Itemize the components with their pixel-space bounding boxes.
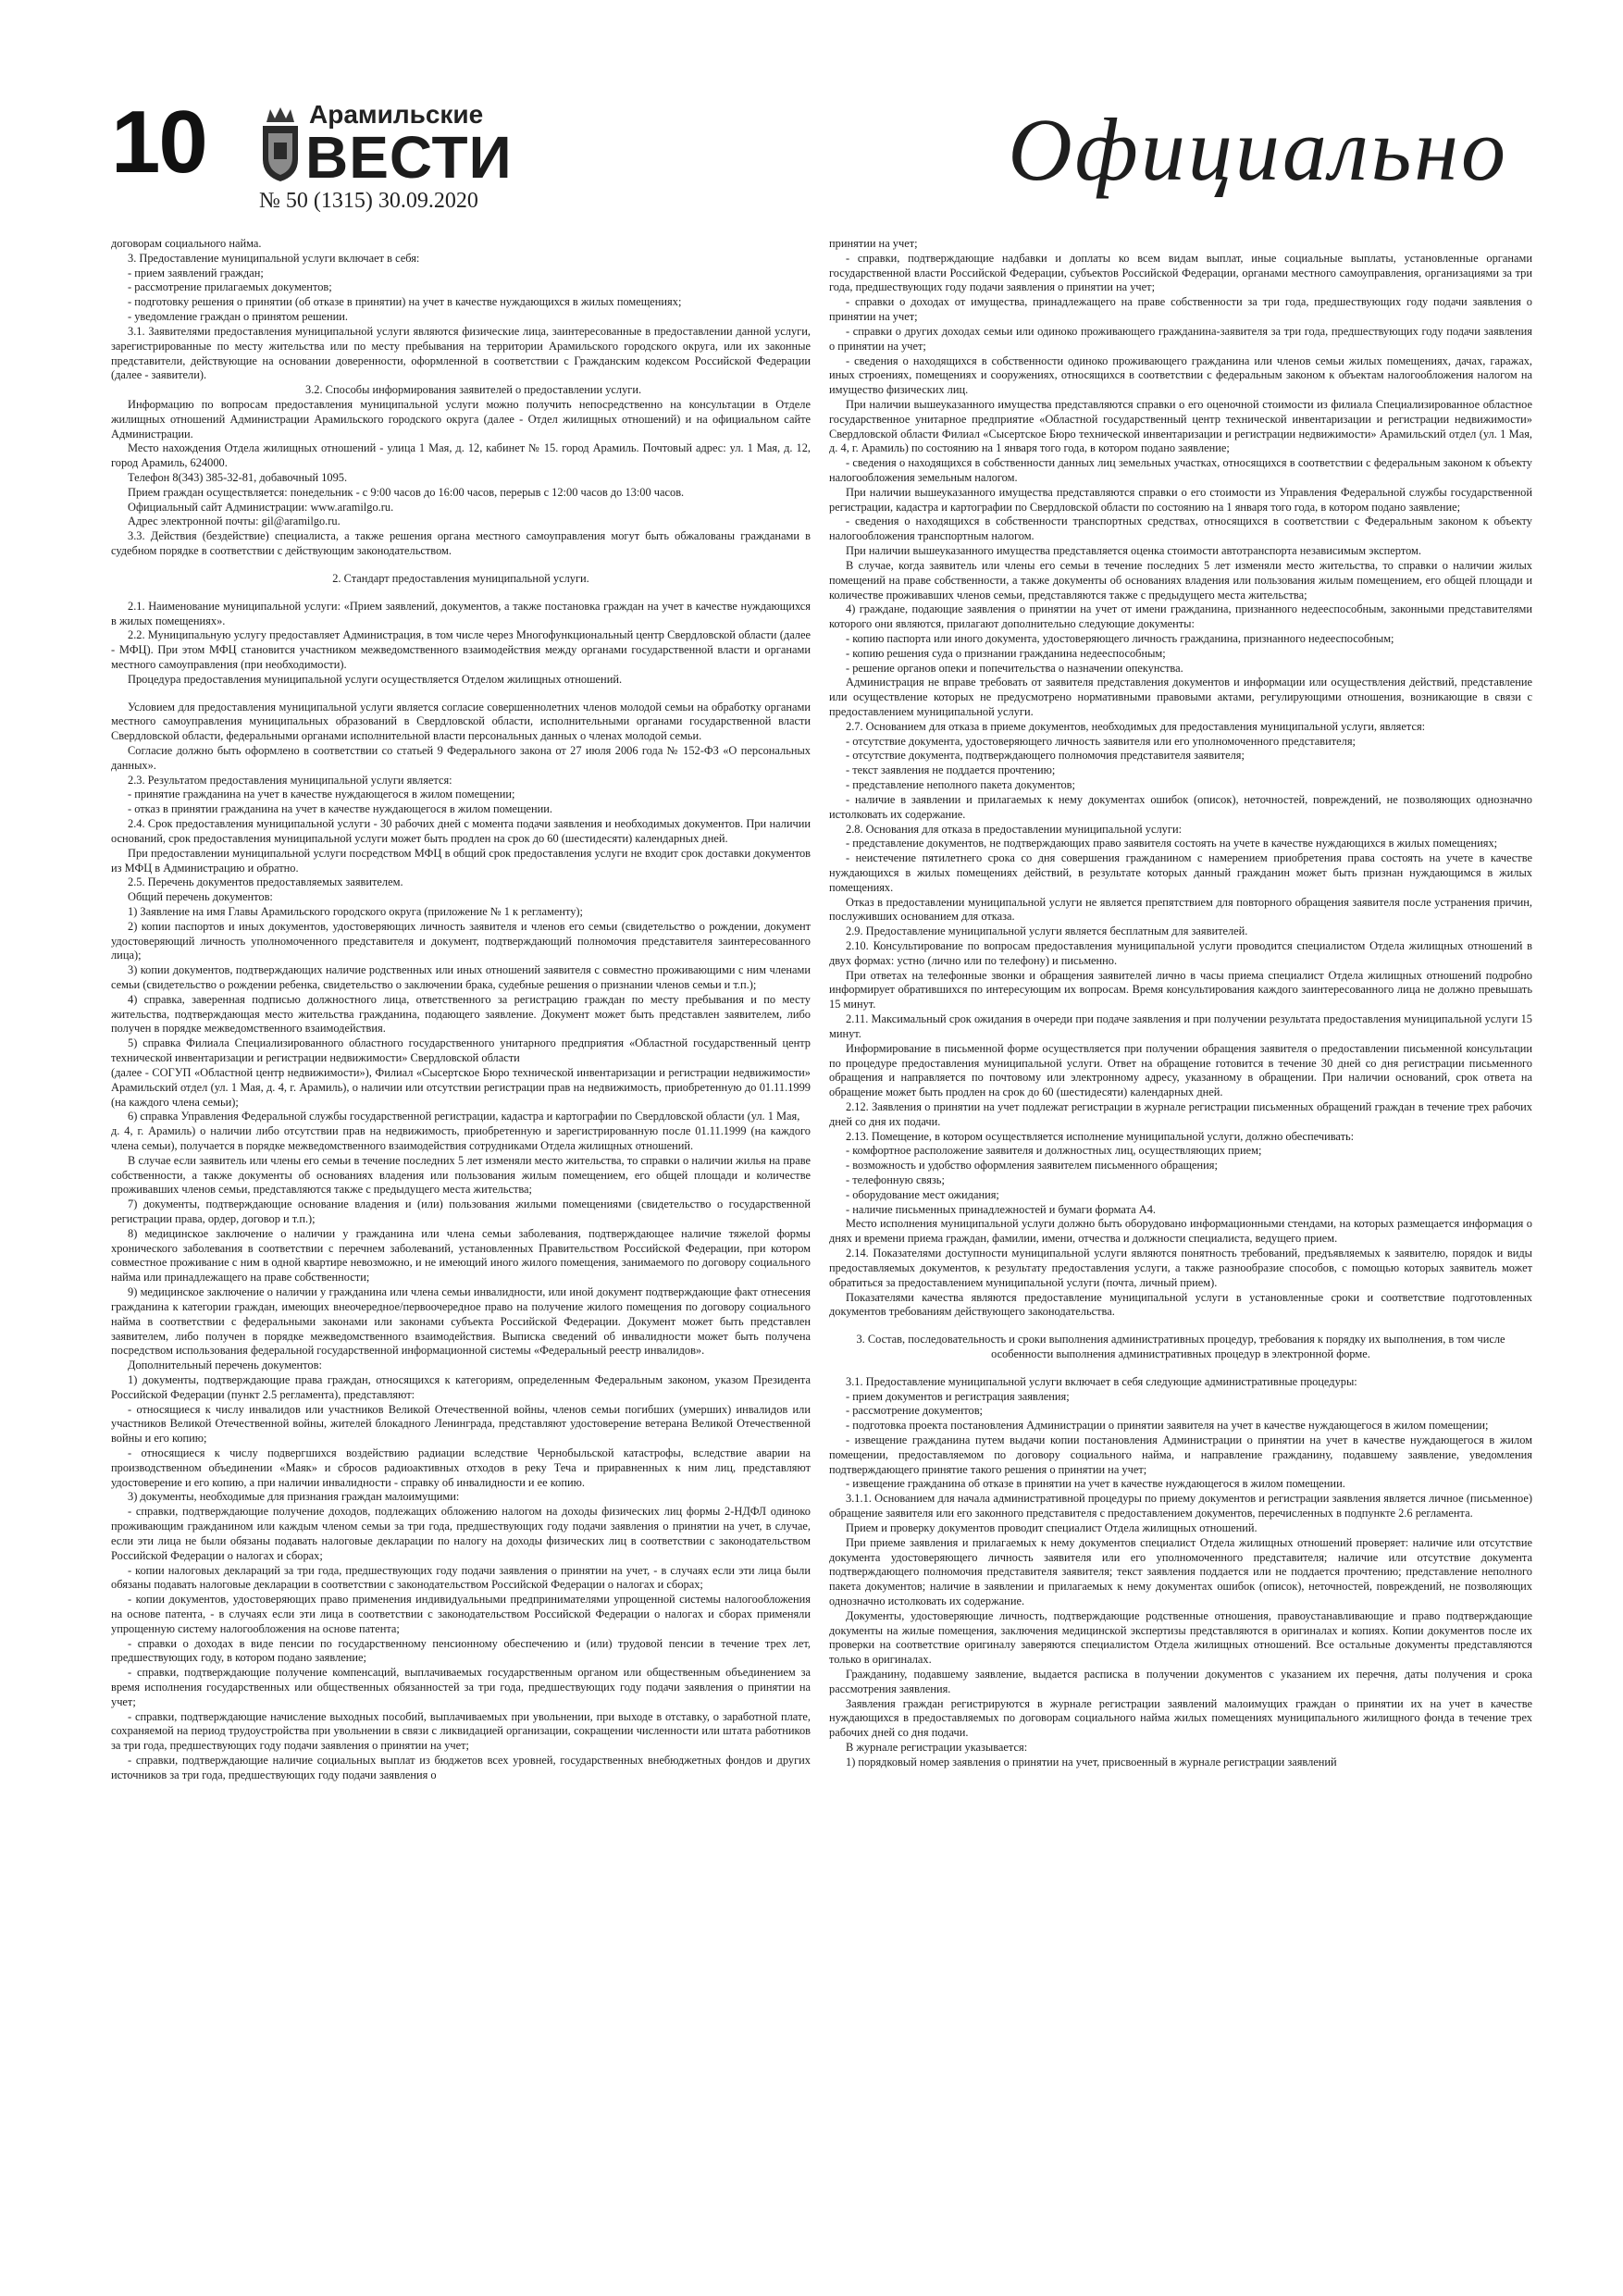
list-item: - справки о других доходах семьи или одиноко проживающего гражданина-заявителя за три года, предшествующих году подачи заявления о принятии на учет; — [829, 324, 1532, 353]
section-heading: 3. Состав, последовательность и сроки выполнения административных процедур, требования к порядку их выполнения, в том числе особенности выполнения административных процедур в электронной форме. — [856, 1333, 1505, 1360]
paragraph: 2.5. Перечень документов предоставляемых заявителем. — [128, 875, 403, 889]
paragraph: 3.1. Предоставление муниципальной услуги включает в себя следующие административные процедуры: — [846, 1374, 1357, 1388]
paragraph: 3.3. Действия (бездействие) специалиста, а также решения органа местного самоуправления могут быть обжалованы гражданами в судебном порядке в соответствии с действующим законодательством. — [111, 529, 811, 558]
paragraph: Прием граждан осуществляется: понедельник - с 9:00 часов до 16:00 часов, перерыв с 12:00 часов до 13:00 часов. — [128, 485, 685, 499]
list-item: - относящиеся к числу инвалидов или участников Великой Отечественной войны, членов семьи погибших (умерших) инвалидов или участников Великой Отечественной войны, жителей блокадного Ленинграда, представляют удостоверение ветерана Великой Отечественной войны и его копию; — [111, 1402, 811, 1446]
list-item: - справки, подтверждающие наличие социальных выплат из бюджетов всех уровней, государственных внебюджетных фондов и других источников за три года, предшествующих году подачи заявления о — [111, 1754, 811, 1781]
list-item: 2) копии паспортов и иных документов, удостоверяющих личность заявителя и членов его семьи (свидетельство о рождении, документ удостоверяющий личность уполномоченного представителя и документ, подтверждающий полномочия представителя заинтересованного лица); — [111, 919, 811, 962]
list-item: - наличие письменных принадлежностей и бумаги формата А4. — [846, 1202, 1157, 1216]
paragraph: В случае, когда заявитель или члены его семьи в течение последних 5 лет изменяли место жительства, то справки о наличии жилых помещений на праве собственности, а также документы об основаниях владения или пользования жилым помещением, его общей площади и количестве проживавших членов семьи, представляются также с предыдущего места жительства; — [829, 558, 1532, 602]
paragraph: Общий перечень документов: — [128, 890, 273, 904]
section-heading: 2. Стандарт предоставления муниципальной услуги. — [332, 571, 589, 585]
paragraph: 3. Предоставление муниципальной услуги включает в себя: — [128, 251, 420, 265]
paragraph: Телефон 8(343) 385-32-81, добавочный 1095. — [128, 471, 348, 484]
paragraph: Документы, удостоверяющие личность, подтверждающие родственные отношения, правоустанавливающие и право подтверждающие документы на жилые помещения, заключения медицинской экспертизы представляются в оригиналах и копиях. Копии документов после их проверки на соответствие оригиналу заверяются специалистом Отдела жилищных отношений. Все остальные документы представляются только в оригиналах. — [829, 1608, 1532, 1667]
paragraph: В журнале регистрации указывается: — [846, 1741, 1028, 1755]
list-item: - представление неполного пакета документов; — [846, 778, 1075, 792]
list-item: - подготовка проекта постановления Администрации о принятии заявителя на учет в качестве нуждающегося в жилом помещении; — [846, 1419, 1489, 1433]
right-column — [829, 237, 1532, 2227]
page-number: 10 — [111, 93, 206, 192]
paragraph: 2.12. Заявления о принятии на учет подлежат регистрации в журнале регистрации письменных обращений граждан в течение трех рабочих дней со дня их подачи. — [829, 1099, 1532, 1128]
paragraph: Информацию по вопросам предоставления муниципальной услуги можно получить непосредственно на консультации в Отделе жилищных отношений Администрации Арамильского городского округа (далее - Отдел жилищных отношений) и на официальном сайте Администрации. — [111, 397, 811, 441]
list-item: 1) Заявление на имя Главы Арамильского городского округа (приложение № 1 к регламенту); — [128, 904, 583, 918]
paragraph: 2.13. Помещение, в котором осуществляется исполнение муниципальной услуги, должно обеспечивать: — [846, 1129, 1355, 1143]
paragraph: При наличии вышеуказанного имущества представляются справки о его оценочной стоимости из филиала Специализированное областное государственное унитарное предприятие «Областной государственный центр технической инвентаризации и регистрации недвижимости» Свердловской области Филиал «Сысертское Бюро технической инвентаризации и регистрации недвижимости» Арамильский отдел (ул. 1 Мая, д. 4, г. Арамиль) по состоянию на 1 января того года, в котором подано заявление; — [829, 397, 1532, 455]
brand-top: Арамильские — [309, 100, 484, 129]
paragraph: Адрес электронной почты: gil@aramilgo.ru. — [128, 515, 341, 528]
paragraph: Отказ в предоставлении муниципальной услуги не является препятствием для повторного обращения заявителя после устранения причин, послуживших основанием для отказа. — [829, 895, 1532, 924]
paragraph: 2.11. Максимальный срок ожидания в очереди при подаче заявления и при получении результата предоставления муниципальной услуги 15 минут. — [829, 1012, 1532, 1040]
paragraph: 2.4. Срок предоставления муниципальной услуги - 30 рабочих дней с момента подачи заявления и необходимых документов. При наличии оснований, срок предоставления муниципальной услуги может быть продлен на срок до 60 (шестидесяти) календарных дней. — [111, 817, 811, 845]
paragraph: При ответах на телефонные звонки и обращения заявителей лично в часы приема специалист Отдела жилищных отношений подробно информирует обратившихся по интересующим их вопросам. Время консультирования каждого заинтересованного лица не должно превышать 15 минут. — [829, 968, 1532, 1011]
list-item: 5) справка Филиала Специализированного областного государственного унитарного предприятия «Областной государственный центр технической инвентаризации и регистрации недвижимости» Свердловской области — [111, 1036, 811, 1065]
list-item: - сведения о находящихся в собственности данных лиц земельных участках, относящихся в соответствии с федеральным законом к объекту налогообложения земельным налогом. — [829, 456, 1532, 484]
paragraph: В случае если заявитель или члены его семьи в течение последних 5 лет изменяли место жительства, то справки о наличии жилья на праве собственности, а также документы об основаниях владения или пользования жилым помещением, его общей площади и количестве проживавших членов семьи, представляются также с предыдущего места жительства; — [111, 1153, 811, 1197]
paragraph: Показателями качества являются предоставление муниципальной услуги в установленные сроки и соответствие подготовленных документов требованиям действующего законодательства. — [829, 1290, 1532, 1319]
paragraph: При предоставлении муниципальной услуги посредством МФЦ в общий срок предоставления услуги не входит срок доставки документов из МФЦ в Администрацию и обратно. — [111, 846, 811, 875]
paragraph: При приеме заявления и прилагаемых к нему документов специалист Отдела жилищных отношений проверяет: наличие или отсутствие документа удостоверяющего личность заявителя или его уполномоченного представителя; наличие или отсутствие документа подтверждающего полномочия представителя заявителя; текст заявления поддается или не поддается прочтению; представление неполного пакета документов; наличие в заявлении и прилагаемых к нему документах ошибок (описок), неточностей, повреждений, не позволяющих однозначно истолковать их содержание. — [829, 1535, 1532, 1607]
list-item: - справки о доходах от имущества, принадлежащего на праве собственности за три года, предшествующих году подачи заявления о принятии на учет; — [829, 295, 1532, 324]
paragraph: 2.9. Предоставление муниципальной услуги является бесплатным для заявителей. — [846, 925, 1248, 938]
list-item: 4) справка, заверенная подписью должностного лица, ответственного за регистрацию граждан по месту пребывания и по месту жительства, подтверждающая место жительства гражданина, подающего заявление. Документ может быть представлен заявителем, либо получен в порядке межведомственного взаимодействия. — [111, 992, 811, 1036]
list-item: - сведения о находящихся в собственности транспортных средствах, относящихся в соответствии с Федеральным законом к объекту налогообложения транспортным налогом. — [829, 515, 1532, 543]
paragraph: 2.8. Основания для отказа в предоставлении муниципальной услуги: — [846, 822, 1183, 836]
list-item: - извещение гражданина об отказе в принятии на учет в качестве нуждающегося в жилом помещении. — [846, 1477, 1345, 1491]
list-item: - уведомление граждан о принятом решении. — [128, 310, 349, 324]
list-item: - справки, подтверждающие начисление выходных пособий, выплачиваемых при увольнении, при выходе в отставку, о заработной плате, сохраняемой на период трудоустройства при увольнении в связи с ликвидацией организации, сокращении численности или штата работников за три года, предшествующих году подачи заявления о принятии на учет; — [111, 1709, 811, 1753]
list-item: - извещение гражданина путем выдачи копии постановления Администрации о принятии на учет в качестве нуждающегося в жилом помещении, предоставляемом по договору социального найма, и направление гражданину, подавшему заявление, уведомления подтверждающего принятие такого решения о принятии на учет; — [829, 1433, 1532, 1476]
list-item: д. 4, г. Арамиль) о наличии либо отсутствии прав на недвижимость, приобретенную и зарегистрированную после 01.11.1999 (на каждого члена семьи), получается в порядке межведомственного взаимодействия сотрудниками Отдела жилищных отношений. — [111, 1124, 811, 1152]
list-item: - текст заявления не поддается прочтению; — [846, 763, 1056, 777]
paragraph: 1) порядковый номер заявления о принятии на учет, присвоенный в журнале регистрации заявлений — [846, 1755, 1337, 1769]
paragraph: договорам социального найма. — [111, 237, 262, 250]
paragraph: Администрация не вправе требовать от заявителя представления документов и информации или осуществления действий, представление или осуществление которых не предусмотрено нормативными правовыми актами, регулирующими отношения, возникающие в связи с предоставлением муниципальной услуги. — [829, 676, 1532, 718]
list-item: - копию паспорта или иного документа, удостоверяющего личность гражданина, признанного недееспособным; — [846, 631, 1394, 645]
paragraph: Место нахождения Отдела жилищных отношений - улица 1 Мая, д. 12, кабинет № 15. город Арамиль. Почтовый адрес: ул. 1 Мая, д. 12, город Арамиль, 624000. — [111, 441, 811, 470]
list-item: - справки, подтверждающие получение доходов, подлежащих обложению налогом на доходы физических лиц формы 2-НДФЛ одиноко проживающим гражданином или каждым членом семьи за три года, предшествующих году подачи заявления о принятии на учет, в случае, если эти лица не были обязаны подавать налоговые декларации по налогу на доходы физических лиц в соответствии с законодательством Российской Федерации о налогах и сборах; — [111, 1505, 811, 1562]
paragraph: Заявления граждан регистрируются в журнале регистрации заявлений малоимущих граждан о принятии их на учет в качестве нуждающихся в предоставляемых по договорам социального найма жилых помещениях муниципального жилищного фонда в течение трех рабочих дней со дня подачи. — [829, 1696, 1532, 1740]
list-item: - отсутствие документа, удостоверяющего личность заявителя или его уполномоченного представителя; — [846, 734, 1357, 748]
paragraph: Согласие должно быть оформлено в соответствии со статьей 9 Федерального закона от 27 июля 2006 года № 152-ФЗ «О персональных данных». — [111, 744, 811, 772]
masthead — [111, 93, 1536, 241]
list-item: - копии документов, удостоверяющих право применения индивидуальными предпринимателями упрощенной системы налогообложения на основе патента, - в случаях если эти лица в соответствии с законодательством Российской Федерации о налогах и сборах применяли упрощенную систему налогообложения на основе патента; — [111, 1593, 811, 1635]
list-item: - справки, подтверждающие получение компенсаций, выплачиваемых государственным органом или общественным объединением за время исполнения государственных или общественных обязанностей за три года, предшествующих году подачи заявления о принятии на учет; — [111, 1666, 811, 1708]
left-column — [111, 237, 811, 2227]
paragraph: При наличии вышеуказанного имущества представляются справки о его стоимости из Управления Федеральной службы государственной регистрации, кадастра и картографии по Свердловской области по состоянию на 1 января того года, в котором подано заявление; — [829, 485, 1532, 514]
list-item: - комфортное расположение заявителя и должностных лиц, осуществляющих прием; — [846, 1144, 1262, 1158]
list-item: - подготовку решения о принятии (об отказе в принятии) на учет в качестве нуждающихся в жилых помещениях; — [128, 295, 682, 309]
paragraph: Прием и проверку документов проводит специалист Отдела жилищных отношений. — [846, 1520, 1258, 1534]
paragraph: принятии на учет; — [829, 237, 918, 250]
paragraph: 2.1. Наименование муниципальной услуги: «Прием заявлений, документов, а также постановка граждан на учет в качестве нуждающихся в жилых помещениях». — [111, 599, 811, 627]
list-item: - относящиеся к числу подвергшихся воздействию радиации вследствие Чернобыльской катастрофы, вследствие аварии на производственном объединении «Маяк» и сбросов радиоактивных отходов в реку Теча и приравненных к ним лиц, представляют удостоверение и его копию, а при наличии инвалидности - справку об инвалидности и ее копию. — [111, 1446, 811, 1489]
paragraph: 2.14. Показателями доступности муниципальной услуги являются понятность требований, предъявляемых к заявителю, порядок и виды предоставляемых документов, к результату предоставления услуги, а также разнообразие способов, с помощью которых заявитель может обратиться за предоставлением муниципальной услуги (почта, личный прием). — [829, 1247, 1532, 1289]
paragraph: 3.2. Способы информирования заявителей о предоставлении услуги. — [305, 383, 642, 397]
list-item: 3) документы, необходимые для признания граждан малоимущими: — [128, 1490, 460, 1504]
paragraph: 4) граждане, подающие заявления о принятии на учет от имени гражданина, признанного недееспособным, законными представителями которого они являются, прилагают дополнительно следующие документы: — [829, 602, 1532, 631]
brand-main: ВЕСТИ — [305, 124, 513, 191]
paragraph: Официальный сайт Администрации: www.aramilgo.ru. — [128, 500, 394, 514]
list-item: - представление документов, не подтверждающих право заявителя состоять на учете в качестве нуждающихся в жилых помещениях; — [846, 837, 1498, 850]
list-item: - справки, подтверждающие надбавки и доплаты ко всем видам выплат, иные социальные выплаты, установленные органами государственной власти Российской Федерации, субъектов Российской Федерации, органами местного самоуправления, организациями за три года, предшествующих году подачи заявления о принятии на учет; — [829, 251, 1532, 294]
paragraph: 2.3. Результатом предоставления муниципальной услуги является: — [128, 773, 452, 787]
list-item: - телефонную связь; — [846, 1173, 945, 1186]
list-item: 3) копии документов, подтверждающих наличие родственных или иных отношений заявителя с совместно проживающими с ним членами семьи (свидетельство о рождении ребенка, свидетельство о заключении брака, судебные решения о признании членов семьи и т.п.); — [111, 963, 811, 991]
list-item: - рассмотрение документов; — [846, 1404, 983, 1418]
paragraph: Информирование в письменной форме осуществляется при получении обращения заявителя о предоставлении письменной консультации по процедуре предоставления муниципальной услуги. Ответ на обращение готовится в течение 30 дней со дня регистрации письменного обращения и направляется по почтовому или электронному адресу, указанному в обращении. При наличии оснований, срок ответа на обращение может быть продлен на срок до 60 (шестидесяти) календарных дней. — [829, 1041, 1532, 1099]
paragraph: Условием для предоставления муниципальной услуги является согласие совершеннолетних членов молодой семьи на обработку органами местного самоуправления муниципальных образований в Свердловской области, исполнительными органами государственной власти Свердловской области, федеральными органами исполнительной власти персональных данных о членах молодой семьи. — [111, 700, 811, 743]
list-item: 9) медицинское заключение о наличии у гражданина или члена семьи инвалидности, или иной документ подтверждающие факт отнесения гражданина к категории граждан, имеющих внеочередное/первоочередное право на получение жилого помещения по договору социального найма в соответствии с федеральными законами или законами субъекта Российской Федерации. Документ может быть представлен заявителем, либо получен в порядке межведомственного взаимодействия. Выписка сведений об инвалидности может быть получена посредством использования федеральной государственной информационной системы «Федеральный реестр инвалидов». — [111, 1285, 811, 1358]
list-item: - оборудование мест ожидания; — [846, 1187, 999, 1201]
list-item: - неистечение пятилетнего срока со дня совершения гражданином с намерением приобретения права состоять на учете в качестве нуждающихся в жилых помещениях действий, в результате которых данный гражданин может быть признан нуждающимся в жилых помещениях. — [829, 851, 1532, 894]
list-item: - принятие гражданина на учет в качестве нуждающегося в жилом помещении; — [128, 788, 515, 801]
list-item: - сведения о находящихся в собственности одиноко проживающего гражданина или членов семьи жилых помещениях, дачах, гаражах, иных строениях, помещениях и сооружениях, относящихся в соответствии с федеральным законом к объектам налогообложения налогом на имущество физических лиц. — [829, 354, 1532, 397]
city-crest-icon — [259, 105, 302, 183]
paragraph: Гражданину, подавшему заявление, выдается расписка в получении документов с указанием их перечня, даты получения и срока рассмотрения заявления. — [829, 1668, 1532, 1695]
list-item: - рассмотрение прилагаемых документов; — [128, 280, 332, 294]
list-item: - прием заявлений граждан; — [128, 266, 264, 279]
paragraph: 2.10. Консультирование по вопросам предоставления муниципальной услуги проводится специалистом Отдела жилищных отношений в двух формах: устно (лично или по телефону) и письменно. — [829, 939, 1532, 967]
issue-line: № 50 (1315) 30.09.2020 — [259, 189, 478, 213]
paragraph: 3.1. Заявителями предоставления муниципальной услуги являются физические лица, заинтересованные в предоставлении данной услуги, зарегистрированные по месту жительства или по месту пребывания на территории Арамильского городского округа, или их законные представители, действующие на основании доверенности, оформленной в соответствии с Гражданским кодексом Российской Федерации (далее - заявители). — [111, 324, 811, 382]
list-item: - прием документов и регистрация заявления; — [846, 1389, 1070, 1403]
paragraph: 3.1.1. Основанием для начала административной процедуры по приему документов и регистрации заявления является личное (письменное) обращение заявителя или его законного представителя с предоставлением документов, перечисленных в подпункте 2.6 регламента. — [829, 1492, 1532, 1520]
list-item: 1) документы, подтверждающие права граждан, относящихся к категориям, определенным Федеральным законом, указом Президента Российской Федерации (пункт 2.5 регламента), представляют: — [111, 1372, 811, 1401]
list-item: - отказ в принятии гражданина на учет в качестве нуждающегося в жилом помещении. — [128, 802, 552, 816]
paragraph: 2.2. Муниципальную услугу предоставляет Администрация, в том числе через Многофункциональный центр Свердловской области (далее - МФЦ). При этом МФЦ становится участником межведомственного взаимодействия между органами государственной власти и органами местного самоуправления (при необходимости). — [111, 628, 811, 671]
list-item: - справки о доходах в виде пенсии по государственному пенсионному обеспечению и (или) трудовой пенсии в течение трех лет, предшествующих году, в котором подано заявление; — [111, 1636, 811, 1665]
paragraph: При наличии вышеуказанного имущества представляется оценка стоимости автотранспорта независимым экспертом. — [846, 544, 1421, 558]
list-item: - решение органов опеки и попечительства о назначении опекунства. — [846, 661, 1183, 675]
section-title: Официально — [1008, 100, 1508, 199]
paragraph: Дополнительный перечень документов: — [128, 1359, 322, 1372]
list-item: 8) медицинское заключение о наличии у гражданина или члена семьи заболевания, подтверждающее наличие тяжелой формы хронического заболевания в соответствии с перечнем заболеваний, установленных Правительством Российской Федерации, при котором совместное проживание с ним в одной квартире невозможно, и не имеющий иного жилого помещения, занимаемого по договору социального найма или принадлежащего на праве собственности; — [111, 1226, 811, 1285]
list-item: - возможность и удобство оформления заявителем письменного обращения; — [846, 1159, 1218, 1173]
paragraph: 2.7. Основанием для отказа в приеме документов, необходимых для предоставления муниципальной услуги, является: — [846, 719, 1426, 733]
paragraph: Процедура предоставления муниципальной услуги осуществляется Отделом жилищных отношений. — [128, 672, 623, 686]
list-item: 6) справка Управления Федеральной службы государственной регистрации, кадастра и картографии по Свердловской области (ул. 1 Мая, — [128, 1110, 800, 1123]
paragraph: Место исполнения муниципальной услуги должно быть оборудовано информационными стендами, на которых размещается информация о днях и времени приема граждан, фамилии, имени, отчества и должности специалиста, ведущего прием. — [829, 1217, 1532, 1246]
list-item: - копии налоговых деклараций за три года, предшествующих году подачи заявления о принятии на учет, - в случаях если эти лица были обязаны подавать налоговые декларации в соответствии с законодательством Российской Федерации о налогах и сборах; — [111, 1563, 811, 1592]
list-item: - отсутствие документа, подтверждающего полномочия представителя заявителя; — [846, 749, 1245, 763]
list-item: - наличие в заявлении и прилагаемых к нему документах ошибок (описок), неточностей, повреждений, не позволяющих однозначно истолковать их содержание. — [829, 792, 1532, 821]
list-item: - копию решения суда о признании гражданина недееспособным; — [846, 646, 1166, 660]
list-item: 7) документы, подтверждающие основание владения и (или) пользования жилыми помещениями (свидетельство о государственной регистрации права, ордер, договор и т.п.); — [111, 1198, 811, 1225]
list-item: (далее - СОГУП «Областной центр недвижимости»), Филиал «Сысертское Бюро технической инвентаризации и регистрации недвижимости» Арамильский отдел (ул. 1 Мая, д. 4, г. Арамиль), о наличии или отсутствии регистрации прав на недвижимость, приобретенную до 01.11.1999 (на каждого члена семьи); — [111, 1065, 811, 1109]
